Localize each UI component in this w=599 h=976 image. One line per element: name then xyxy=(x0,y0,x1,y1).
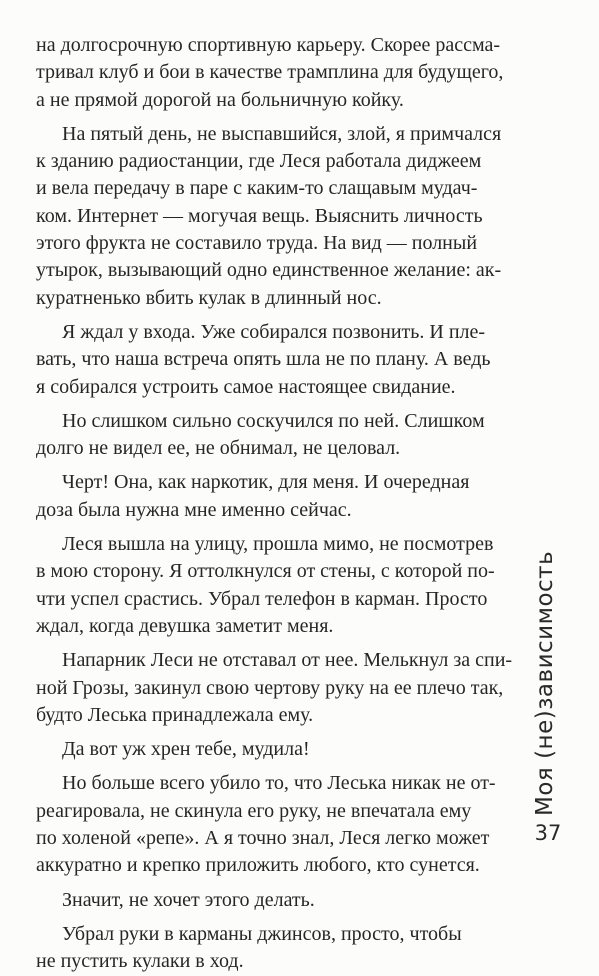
paragraph-gap xyxy=(36,763,498,770)
text-line: я собирался устроить самое настоящее свидание. xyxy=(36,375,456,398)
text-line: а не прямой дорогой на больничную койку. xyxy=(36,88,404,111)
paragraph-gap xyxy=(36,401,498,408)
paragraph xyxy=(36,319,498,401)
text-line: Черт! Она, как наркотик, для меня. И очередная xyxy=(62,471,470,494)
paragraph xyxy=(36,647,513,729)
text-line: Но слишком сильно соскучился по ней. Слишком xyxy=(62,409,485,432)
text-line: и вела передачу в паре с каким-то слащавым мудач- xyxy=(36,177,478,200)
paragraph-gap xyxy=(36,524,498,531)
text-line: не пустить кулаки в ход. xyxy=(36,950,244,973)
text-line: долго не видел ее, не обнимал, не целовал. xyxy=(36,437,401,460)
page-number: 37 xyxy=(534,821,562,845)
text-line: этого фрукта не составило труда. На вид — полный xyxy=(36,232,478,255)
text-line: на долгосрочную спортивную карьеру. Скорее рассма- xyxy=(36,34,501,56)
text-line: в мою сторону. Я оттолкнулся от стены, с которой по- xyxy=(36,560,495,583)
text-line: будто Леська принадлежала ему. xyxy=(36,703,314,726)
text-line: куратненько вбить кулак в длинный нос. xyxy=(36,286,382,309)
paragraph-gap xyxy=(36,914,498,921)
text-line: ком. Интернет — могучая вещь. Выяснить личность xyxy=(36,204,483,227)
text-line: ной Грозы, закинул свою чертову руку на ее плечо так, xyxy=(36,676,504,699)
text-line: Значит, не хочет этого делать. xyxy=(62,888,315,911)
text-line: реагировала, не скинула его руку, не впечатала ему xyxy=(36,799,472,822)
text-line: вать, что наша встреча опять шла не по плану. А ведь xyxy=(36,348,491,371)
paragraph xyxy=(36,921,498,976)
paragraph xyxy=(36,531,498,640)
text-line: доза была нужна мне именно сейчас. xyxy=(36,498,352,521)
paragraph xyxy=(36,770,498,879)
paragraph xyxy=(36,736,498,763)
text-line: ждал, когда девушка заметит меня. xyxy=(36,614,334,637)
text-line: На пятый день, не выспавшийся, злой, я примчался xyxy=(62,122,502,145)
paragraph-gap xyxy=(36,312,498,319)
text-line: по холеной «репе». А я точно знал, Леся легко может xyxy=(36,827,490,850)
text-line: Да вот уж хрен тебе, мудила! xyxy=(62,738,310,761)
text-line: Напарник Леси не отставал от нее. Мелькнул за спи- xyxy=(62,649,513,672)
body-text xyxy=(36,32,513,976)
text-line: утырок, вызывающий одно единственное желание: ак- xyxy=(36,259,502,282)
paragraph-gap xyxy=(36,114,498,121)
paragraph-gap xyxy=(36,880,498,887)
paragraph xyxy=(36,469,498,524)
paragraph-gap xyxy=(36,729,498,736)
running-title: Моя (не)зависимость xyxy=(532,550,558,816)
text-line: аккуратно и крепко приложить любого, кто сунется. xyxy=(36,854,480,877)
text-line: Но больше всего убило то, что Леська никак не от- xyxy=(62,772,496,795)
paragraph xyxy=(36,32,504,114)
paragraph-gap xyxy=(36,462,498,469)
text-line: Я ждал у входа. Уже собирался позвонить. И пле- xyxy=(62,320,486,343)
text-line: к зданию радиостанции, где Леся работала диджеем xyxy=(36,150,482,173)
text-line: чти успел срастись. Убрал телефон в карман. Просто xyxy=(36,587,488,610)
paragraph-gap xyxy=(36,640,498,647)
paragraph xyxy=(36,887,498,914)
text-line: Убрал руки в карманы джинсов, просто, чтобы xyxy=(62,922,462,945)
paragraph xyxy=(36,121,502,312)
text-line: Леся вышла на улицу, прошла мимо, не посмотрев xyxy=(62,533,494,556)
text-line: тривал клуб и бои в качестве трамплина для будущего, xyxy=(36,61,504,84)
paragraph xyxy=(36,408,498,463)
